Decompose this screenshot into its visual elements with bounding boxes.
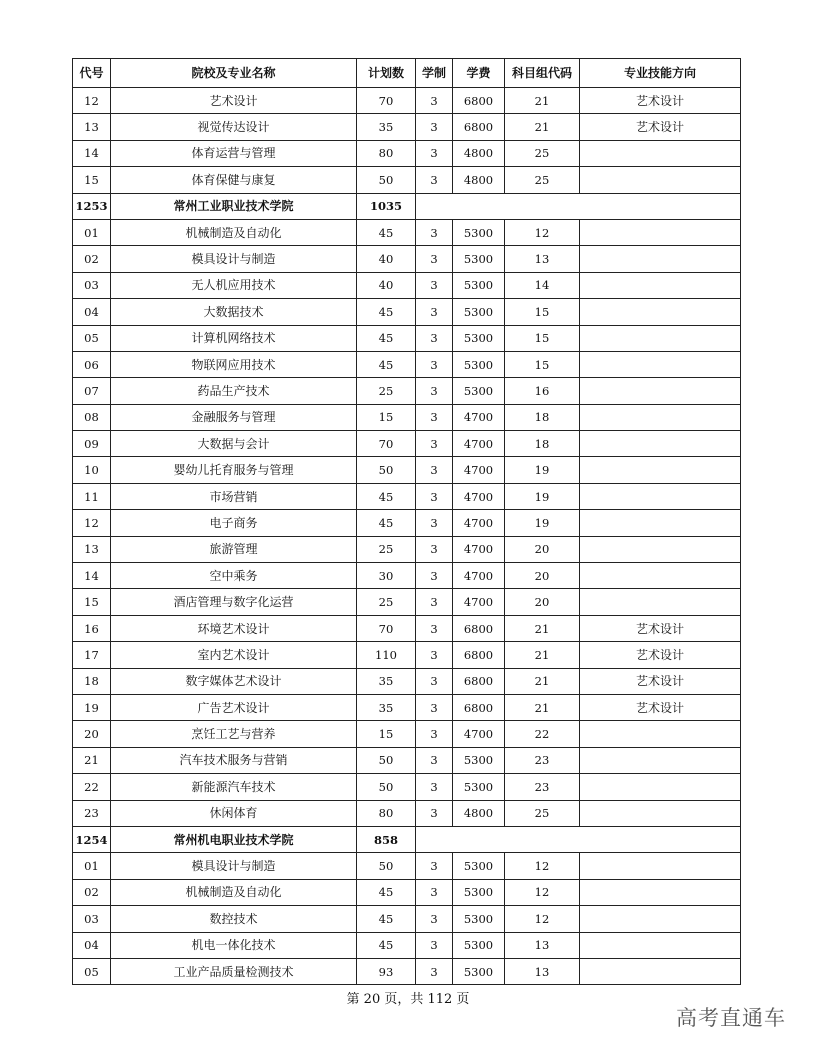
major-code: 13 xyxy=(73,536,111,562)
major-name: 大数据与会计 xyxy=(111,431,357,457)
major-years: 3 xyxy=(416,431,453,457)
major-years: 3 xyxy=(416,747,453,773)
major-years: 3 xyxy=(416,114,453,140)
major-fee: 4800 xyxy=(453,167,505,193)
major-subject-code: 21 xyxy=(505,615,580,641)
major-row xyxy=(73,536,741,562)
major-years: 3 xyxy=(416,483,453,509)
major-name: 电子商务 xyxy=(111,510,357,536)
major-plan: 35 xyxy=(357,114,416,140)
major-years: 3 xyxy=(416,774,453,800)
major-code: 09 xyxy=(73,431,111,457)
major-row xyxy=(73,219,741,245)
major-fee: 4700 xyxy=(453,563,505,589)
major-fee: 6800 xyxy=(453,642,505,668)
major-name: 药品生产技术 xyxy=(111,378,357,404)
watermark-text: 高考直通车 xyxy=(676,1006,786,1030)
major-code: 20 xyxy=(73,721,111,747)
major-subject-code: 16 xyxy=(505,378,580,404)
major-skill xyxy=(580,299,741,325)
major-plan: 15 xyxy=(357,404,416,430)
major-fee: 5300 xyxy=(453,774,505,800)
major-subject-code: 19 xyxy=(505,510,580,536)
major-name: 体育保健与康复 xyxy=(111,167,357,193)
major-code: 04 xyxy=(73,932,111,958)
major-plan: 70 xyxy=(357,615,416,641)
major-name: 市场营销 xyxy=(111,483,357,509)
major-subject-code: 22 xyxy=(505,721,580,747)
major-code: 23 xyxy=(73,800,111,826)
major-plan: 45 xyxy=(357,483,416,509)
major-subject-code: 25 xyxy=(505,800,580,826)
major-code: 12 xyxy=(73,88,111,114)
major-fee: 4700 xyxy=(453,510,505,536)
major-subject-code: 15 xyxy=(505,351,580,377)
major-row xyxy=(73,510,741,536)
major-name: 物联网应用技术 xyxy=(111,351,357,377)
major-subject-code: 12 xyxy=(505,906,580,932)
major-row xyxy=(73,140,741,166)
major-plan: 45 xyxy=(357,932,416,958)
major-name: 机电一体化技术 xyxy=(111,932,357,958)
major-name: 室内艺术设计 xyxy=(111,642,357,668)
major-name: 计算机网络技术 xyxy=(111,325,357,351)
major-code: 04 xyxy=(73,299,111,325)
major-name: 工业产品质量检测技术 xyxy=(111,958,357,984)
major-name: 旅游管理 xyxy=(111,536,357,562)
major-row xyxy=(73,668,741,694)
major-subject-code: 18 xyxy=(505,431,580,457)
major-row xyxy=(73,642,741,668)
major-fee: 4800 xyxy=(453,140,505,166)
major-skill xyxy=(580,774,741,800)
major-plan: 70 xyxy=(357,431,416,457)
major-years: 3 xyxy=(416,378,453,404)
major-subject-code: 21 xyxy=(505,668,580,694)
major-code: 13 xyxy=(73,114,111,140)
major-years: 3 xyxy=(416,932,453,958)
major-skill xyxy=(580,721,741,747)
major-code: 02 xyxy=(73,879,111,905)
major-plan: 40 xyxy=(357,272,416,298)
major-years: 3 xyxy=(416,615,453,641)
major-plan: 50 xyxy=(357,457,416,483)
major-plan: 80 xyxy=(357,140,416,166)
major-skill xyxy=(580,167,741,193)
major-row xyxy=(73,325,741,351)
major-code: 16 xyxy=(73,615,111,641)
major-years: 3 xyxy=(416,642,453,668)
major-years: 3 xyxy=(416,668,453,694)
major-fee: 6800 xyxy=(453,88,505,114)
major-name: 酒店管理与数字化运营 xyxy=(111,589,357,615)
major-years: 3 xyxy=(416,457,453,483)
major-row xyxy=(73,404,741,430)
major-code: 05 xyxy=(73,325,111,351)
major-years: 3 xyxy=(416,404,453,430)
major-skill xyxy=(580,800,741,826)
major-years: 3 xyxy=(416,140,453,166)
major-skill xyxy=(580,589,741,615)
major-name: 模具设计与制造 xyxy=(111,246,357,272)
major-skill: 艺术设计 xyxy=(580,615,741,641)
major-skill: 艺术设计 xyxy=(580,114,741,140)
major-skill xyxy=(580,563,741,589)
major-subject-code: 25 xyxy=(505,140,580,166)
major-fee: 5300 xyxy=(453,272,505,298)
major-row xyxy=(73,167,741,193)
major-code: 02 xyxy=(73,246,111,272)
major-plan: 50 xyxy=(357,167,416,193)
major-name: 机械制造及自动化 xyxy=(111,879,357,905)
major-name: 新能源汽车技术 xyxy=(111,774,357,800)
major-name: 视觉传达设计 xyxy=(111,114,357,140)
major-row xyxy=(73,483,741,509)
major-code: 06 xyxy=(73,351,111,377)
major-skill xyxy=(580,906,741,932)
major-fee: 6800 xyxy=(453,615,505,641)
major-row xyxy=(73,958,741,984)
major-subject-code: 21 xyxy=(505,88,580,114)
major-fee: 5300 xyxy=(453,747,505,773)
major-years: 3 xyxy=(416,299,453,325)
major-subject-code: 20 xyxy=(505,589,580,615)
major-years: 3 xyxy=(416,536,453,562)
major-code: 22 xyxy=(73,774,111,800)
school-name: 常州工业职业技术学院 xyxy=(111,193,357,219)
major-fee: 5300 xyxy=(453,879,505,905)
major-code: 10 xyxy=(73,457,111,483)
major-plan: 25 xyxy=(357,536,416,562)
major-fee: 5300 xyxy=(453,299,505,325)
major-name: 数控技术 xyxy=(111,906,357,932)
major-code: 18 xyxy=(73,668,111,694)
major-skill xyxy=(580,879,741,905)
major-fee: 5300 xyxy=(453,246,505,272)
major-skill xyxy=(580,404,741,430)
header-years: 学制 xyxy=(416,59,453,88)
major-fee: 5300 xyxy=(453,932,505,958)
major-plan: 45 xyxy=(357,351,416,377)
major-plan: 25 xyxy=(357,378,416,404)
major-row xyxy=(73,378,741,404)
major-fee: 4700 xyxy=(453,431,505,457)
major-plan: 45 xyxy=(357,906,416,932)
major-subject-code: 13 xyxy=(505,958,580,984)
major-code: 19 xyxy=(73,694,111,720)
major-years: 3 xyxy=(416,958,453,984)
major-plan: 40 xyxy=(357,246,416,272)
major-subject-code: 12 xyxy=(505,853,580,879)
major-subject-code: 13 xyxy=(505,246,580,272)
major-row xyxy=(73,774,741,800)
major-fee: 4800 xyxy=(453,800,505,826)
major-code: 17 xyxy=(73,642,111,668)
major-subject-code: 19 xyxy=(505,483,580,509)
major-subject-code: 20 xyxy=(505,536,580,562)
major-row xyxy=(73,906,741,932)
major-name: 金融服务与管理 xyxy=(111,404,357,430)
major-name: 大数据技术 xyxy=(111,299,357,325)
major-row xyxy=(73,615,741,641)
major-subject-code: 23 xyxy=(505,747,580,773)
major-years: 3 xyxy=(416,246,453,272)
major-row xyxy=(73,246,741,272)
major-years: 3 xyxy=(416,721,453,747)
major-subject-code: 12 xyxy=(505,879,580,905)
major-row xyxy=(73,431,741,457)
major-row xyxy=(73,747,741,773)
major-name: 广告艺术设计 xyxy=(111,694,357,720)
major-skill: 艺术设计 xyxy=(580,694,741,720)
major-subject-code: 13 xyxy=(505,932,580,958)
major-skill xyxy=(580,140,741,166)
major-skill: 艺术设计 xyxy=(580,642,741,668)
major-plan: 30 xyxy=(357,563,416,589)
major-fee: 4700 xyxy=(453,404,505,430)
page-footer: 第 20 页，共 112 页 xyxy=(346,992,470,1007)
major-skill xyxy=(580,747,741,773)
major-plan: 45 xyxy=(357,219,416,245)
major-plan: 70 xyxy=(357,88,416,114)
major-subject-code: 25 xyxy=(505,167,580,193)
major-row xyxy=(73,694,741,720)
major-years: 3 xyxy=(416,853,453,879)
major-skill xyxy=(580,246,741,272)
admissions-table xyxy=(72,58,741,985)
header-subject-code: 科目组代码 xyxy=(505,59,580,88)
major-fee: 5300 xyxy=(453,906,505,932)
major-plan: 50 xyxy=(357,853,416,879)
major-name: 婴幼儿托育服务与管理 xyxy=(111,457,357,483)
major-subject-code: 14 xyxy=(505,272,580,298)
major-code: 01 xyxy=(73,219,111,245)
major-subject-code: 15 xyxy=(505,299,580,325)
major-row xyxy=(73,721,741,747)
major-plan: 15 xyxy=(357,721,416,747)
major-fee: 5300 xyxy=(453,958,505,984)
header-plan: 计划数 xyxy=(357,59,416,88)
major-plan: 50 xyxy=(357,747,416,773)
table-header-row xyxy=(73,59,741,88)
header-fee: 学费 xyxy=(453,59,505,88)
major-plan: 35 xyxy=(357,694,416,720)
major-plan: 80 xyxy=(357,800,416,826)
major-fee: 4700 xyxy=(453,457,505,483)
major-skill xyxy=(580,272,741,298)
major-skill xyxy=(580,483,741,509)
major-row xyxy=(73,272,741,298)
major-plan: 45 xyxy=(357,510,416,536)
major-years: 3 xyxy=(416,589,453,615)
major-code: 15 xyxy=(73,589,111,615)
major-years: 3 xyxy=(416,325,453,351)
major-subject-code: 21 xyxy=(505,694,580,720)
major-subject-code: 23 xyxy=(505,774,580,800)
major-skill xyxy=(580,958,741,984)
major-name: 艺术设计 xyxy=(111,88,357,114)
major-years: 3 xyxy=(416,272,453,298)
major-skill xyxy=(580,536,741,562)
major-fee: 6800 xyxy=(453,668,505,694)
major-row xyxy=(73,299,741,325)
major-plan: 25 xyxy=(357,589,416,615)
major-row xyxy=(73,563,741,589)
major-years: 3 xyxy=(416,800,453,826)
major-fee: 4700 xyxy=(453,589,505,615)
major-years: 3 xyxy=(416,906,453,932)
major-row xyxy=(73,853,741,879)
school-code: 1253 xyxy=(73,193,111,219)
major-skill: 艺术设计 xyxy=(580,668,741,694)
major-skill xyxy=(580,325,741,351)
major-code: 14 xyxy=(73,563,111,589)
major-plan: 50 xyxy=(357,774,416,800)
major-row xyxy=(73,88,741,114)
major-fee: 4700 xyxy=(453,721,505,747)
header-skill: 专业技能方向 xyxy=(580,59,741,88)
major-code: 08 xyxy=(73,404,111,430)
school-row xyxy=(73,193,741,219)
school-code: 1254 xyxy=(73,826,111,852)
major-row xyxy=(73,800,741,826)
major-subject-code: 18 xyxy=(505,404,580,430)
major-code: 07 xyxy=(73,378,111,404)
major-subject-code: 20 xyxy=(505,563,580,589)
major-name: 休闲体育 xyxy=(111,800,357,826)
major-code: 03 xyxy=(73,906,111,932)
major-plan: 45 xyxy=(357,879,416,905)
school-row-blank xyxy=(416,826,741,852)
major-skill xyxy=(580,510,741,536)
major-row xyxy=(73,879,741,905)
major-row xyxy=(73,457,741,483)
major-row xyxy=(73,932,741,958)
major-code: 01 xyxy=(73,853,111,879)
major-fee: 6800 xyxy=(453,114,505,140)
major-name: 机械制造及自动化 xyxy=(111,219,357,245)
major-years: 3 xyxy=(416,167,453,193)
major-subject-code: 12 xyxy=(505,219,580,245)
major-years: 3 xyxy=(416,879,453,905)
major-name: 体育运营与管理 xyxy=(111,140,357,166)
major-skill xyxy=(580,457,741,483)
major-plan: 45 xyxy=(357,299,416,325)
header-code: 代号 xyxy=(73,59,111,88)
major-fee: 4700 xyxy=(453,483,505,509)
school-plan-total: 1035 xyxy=(357,193,416,219)
major-fee: 5300 xyxy=(453,378,505,404)
major-plan: 110 xyxy=(357,642,416,668)
major-code: 21 xyxy=(73,747,111,773)
major-fee: 5300 xyxy=(453,351,505,377)
major-code: 12 xyxy=(73,510,111,536)
major-skill xyxy=(580,219,741,245)
major-plan: 93 xyxy=(357,958,416,984)
major-code: 15 xyxy=(73,167,111,193)
major-name: 空中乘务 xyxy=(111,563,357,589)
major-fee: 4700 xyxy=(453,536,505,562)
major-name: 无人机应用技术 xyxy=(111,272,357,298)
major-skill xyxy=(580,351,741,377)
major-skill xyxy=(580,853,741,879)
major-row xyxy=(73,351,741,377)
major-years: 3 xyxy=(416,510,453,536)
major-plan: 45 xyxy=(357,325,416,351)
major-name: 数字媒体艺术设计 xyxy=(111,668,357,694)
table-body xyxy=(73,88,741,985)
school-row-blank xyxy=(416,193,741,219)
major-name: 环境艺术设计 xyxy=(111,615,357,641)
major-fee: 5300 xyxy=(453,325,505,351)
school-name: 常州机电职业技术学院 xyxy=(111,826,357,852)
major-years: 3 xyxy=(416,694,453,720)
major-fee: 5300 xyxy=(453,219,505,245)
major-years: 3 xyxy=(416,563,453,589)
header-name: 院校及专业名称 xyxy=(111,59,357,88)
major-name: 汽车技术服务与营销 xyxy=(111,747,357,773)
major-years: 3 xyxy=(416,219,453,245)
major-skill xyxy=(580,431,741,457)
major-subject-code: 21 xyxy=(505,114,580,140)
major-subject-code: 19 xyxy=(505,457,580,483)
major-fee: 5300 xyxy=(453,853,505,879)
major-name: 模具设计与制造 xyxy=(111,853,357,879)
major-plan: 35 xyxy=(357,668,416,694)
major-code: 11 xyxy=(73,483,111,509)
major-name: 烹饪工艺与营养 xyxy=(111,721,357,747)
major-skill xyxy=(580,378,741,404)
major-row xyxy=(73,114,741,140)
school-row xyxy=(73,826,741,852)
major-years: 3 xyxy=(416,88,453,114)
school-plan-total: 858 xyxy=(357,826,416,852)
major-years: 3 xyxy=(416,351,453,377)
major-subject-code: 21 xyxy=(505,642,580,668)
major-code: 03 xyxy=(73,272,111,298)
major-skill: 艺术设计 xyxy=(580,88,741,114)
major-row xyxy=(73,589,741,615)
major-fee: 6800 xyxy=(453,694,505,720)
major-code: 14 xyxy=(73,140,111,166)
major-skill xyxy=(580,932,741,958)
major-subject-code: 15 xyxy=(505,325,580,351)
major-code: 05 xyxy=(73,958,111,984)
